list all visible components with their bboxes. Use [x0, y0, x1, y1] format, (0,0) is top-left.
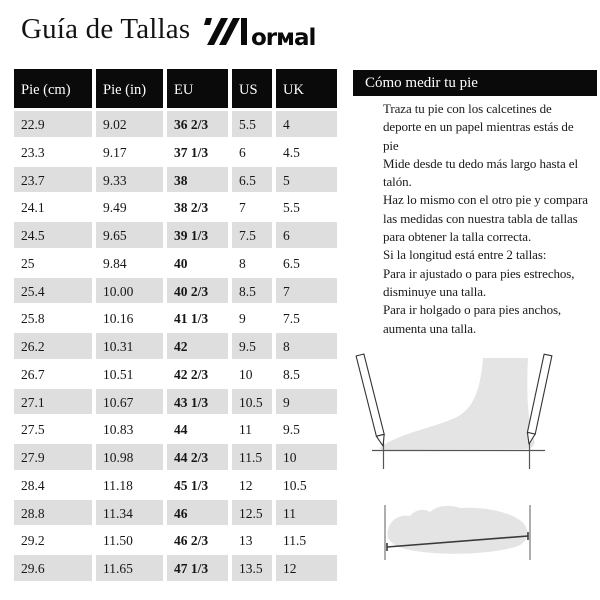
table-cell: 23.3	[14, 139, 92, 167]
table-cell: 5.5	[232, 111, 272, 139]
table-cell: 12.5	[232, 500, 272, 528]
svg-text:orмal: orмal	[251, 25, 316, 46]
table-cell: 38	[167, 167, 228, 195]
how-to-measure-text	[383, 100, 597, 338]
table-cell: 39 1/3	[167, 222, 228, 250]
table-cell: 44 2/3	[167, 444, 228, 472]
table-cell: 9.02	[96, 111, 163, 139]
table-cell: 27.9	[14, 444, 92, 472]
table-cell: 23.7	[14, 167, 92, 195]
table-cell: 10.00	[96, 278, 163, 306]
table-cell: 46 2/3	[167, 527, 228, 555]
table-cell: 13.5	[232, 555, 272, 583]
table-cell: 4	[276, 111, 337, 139]
table-cell: 9.5	[232, 333, 272, 361]
table-cell: 5.5	[276, 194, 337, 222]
table-cell: 47 1/3	[167, 555, 228, 583]
table-cell: 37 1/3	[167, 139, 228, 167]
table-cell: 6.5	[232, 167, 272, 195]
table-cell: 7.5	[276, 305, 337, 333]
column-header-4: UK	[276, 69, 337, 108]
table-cell: 11	[276, 500, 337, 528]
table-cell: 27.1	[14, 389, 92, 417]
table-cell: 26.2	[14, 333, 92, 361]
instruction-line: Mide desde tu dedo más largo hasta el	[383, 155, 578, 171]
table-cell: 12	[276, 555, 337, 583]
table-cell: 8	[276, 333, 337, 361]
table-cell: 13	[232, 527, 272, 555]
table-cell: 7	[276, 278, 337, 306]
table-cell: 40	[167, 250, 228, 278]
table-cell: 29.6	[14, 555, 92, 583]
instruction-line: las medidas con nuestra tabla de tallas	[383, 210, 578, 226]
instruction-line: deporte en un papel mientras estás de	[383, 119, 574, 135]
table-cell: 25	[14, 250, 92, 278]
instruction-line: pie	[383, 137, 399, 153]
table-cell: 10.5	[232, 389, 272, 417]
table-cell: 10.31	[96, 333, 163, 361]
pencil-left-icon	[356, 354, 384, 446]
size-table-body	[14, 111, 338, 583]
table-cell: 10.98	[96, 444, 163, 472]
nnormal-logo-icon	[204, 16, 318, 46]
table-cell: 11.50	[96, 527, 163, 555]
instruction-line: Traza tu pie con los calcetines de	[383, 101, 552, 116]
footprint-silhouette	[388, 506, 528, 554]
table-cell: 7.5	[232, 222, 272, 250]
table-cell: 11	[232, 416, 272, 444]
table-cell: 29.2	[14, 527, 92, 555]
table-cell: 11.18	[96, 472, 163, 500]
table-cell: 5	[276, 167, 337, 195]
instruction-line: Haz lo mismo con el otro pie y compara	[383, 192, 588, 208]
table-cell: 8	[232, 250, 272, 278]
table-cell: 11.5	[276, 527, 337, 555]
table-cell: 45 1/3	[167, 472, 228, 500]
table-cell: 9.5	[276, 416, 337, 444]
table-cell: 10	[232, 361, 272, 389]
table-cell: 28.4	[14, 472, 92, 500]
table-cell: 11.65	[96, 555, 163, 583]
table-cell: 8.5	[276, 361, 337, 389]
table-cell: 9.65	[96, 222, 163, 250]
table-cell: 6.5	[276, 250, 337, 278]
table-cell: 10	[276, 444, 337, 472]
nnormal-logo-svg	[204, 16, 318, 46]
size-table	[14, 69, 338, 583]
table-cell: 10.51	[96, 361, 163, 389]
table-cell: 26.7	[14, 361, 92, 389]
table-cell: 11.34	[96, 500, 163, 528]
table-cell: 9.49	[96, 194, 163, 222]
instruction-line: Para ir holgado o para pies anchos,	[383, 302, 562, 318]
table-cell: 10.83	[96, 416, 163, 444]
foot-length-diagram	[348, 498, 600, 583]
table-cell: 8.5	[232, 278, 272, 306]
pencil-right-icon	[527, 354, 552, 444]
foot-silhouette	[380, 358, 535, 450]
table-cell: 10.16	[96, 305, 163, 333]
table-cell: 42	[167, 333, 228, 361]
instruction-line: aumenta una talla.	[383, 320, 477, 336]
table-cell: 40 2/3	[167, 278, 228, 306]
table-cell: 10.67	[96, 389, 163, 417]
table-cell: 24.5	[14, 222, 92, 250]
table-cell: 9.33	[96, 167, 163, 195]
table-cell: 22.9	[14, 111, 92, 139]
table-cell: 4.5	[276, 139, 337, 167]
table-cell: 46	[167, 500, 228, 528]
table-cell: 24.1	[14, 194, 92, 222]
instruction-line: Si la longitud está entre 2 tallas:	[383, 247, 547, 263]
table-cell: 41 1/3	[167, 305, 228, 333]
column-header-3: US	[232, 69, 272, 108]
table-cell: 25.8	[14, 305, 92, 333]
column-header-2: EU	[167, 69, 228, 108]
column-header-1: Pie (in)	[96, 69, 163, 108]
foot-side-measure-diagram	[348, 342, 600, 477]
table-cell: 36 2/3	[167, 111, 228, 139]
instruction-line: para obtener la talla correcta.	[383, 229, 532, 245]
table-cell: 43 1/3	[167, 389, 228, 417]
instruction-line: Para ir ajustado o para pies estrechos,	[383, 265, 575, 281]
page-title: Guía de Tallas	[21, 13, 191, 45]
table-cell: 44	[167, 416, 228, 444]
table-cell: 27.5	[14, 416, 92, 444]
table-cell: 11.5	[232, 444, 272, 472]
table-cell: 9.84	[96, 250, 163, 278]
table-cell: 38 2/3	[167, 194, 228, 222]
table-cell: 28.8	[14, 500, 92, 528]
table-cell: 9	[232, 305, 272, 333]
size-table-header	[14, 69, 338, 108]
table-cell: 7	[232, 194, 272, 222]
table-cell: 12	[232, 472, 272, 500]
how-to-measure-title: Cómo medir tu pie	[353, 70, 597, 96]
table-cell: 9.17	[96, 139, 163, 167]
instruction-line: disminuye una talla.	[383, 283, 487, 299]
table-cell: 10.5	[276, 472, 337, 500]
table-cell: 9	[276, 389, 337, 417]
table-cell: 6	[232, 139, 272, 167]
table-cell: 6	[276, 222, 337, 250]
column-header-0: Pie (cm)	[14, 69, 92, 108]
table-cell: 42 2/3	[167, 361, 228, 389]
table-cell: 25.4	[14, 278, 92, 306]
instruction-line: talón.	[383, 174, 412, 190]
